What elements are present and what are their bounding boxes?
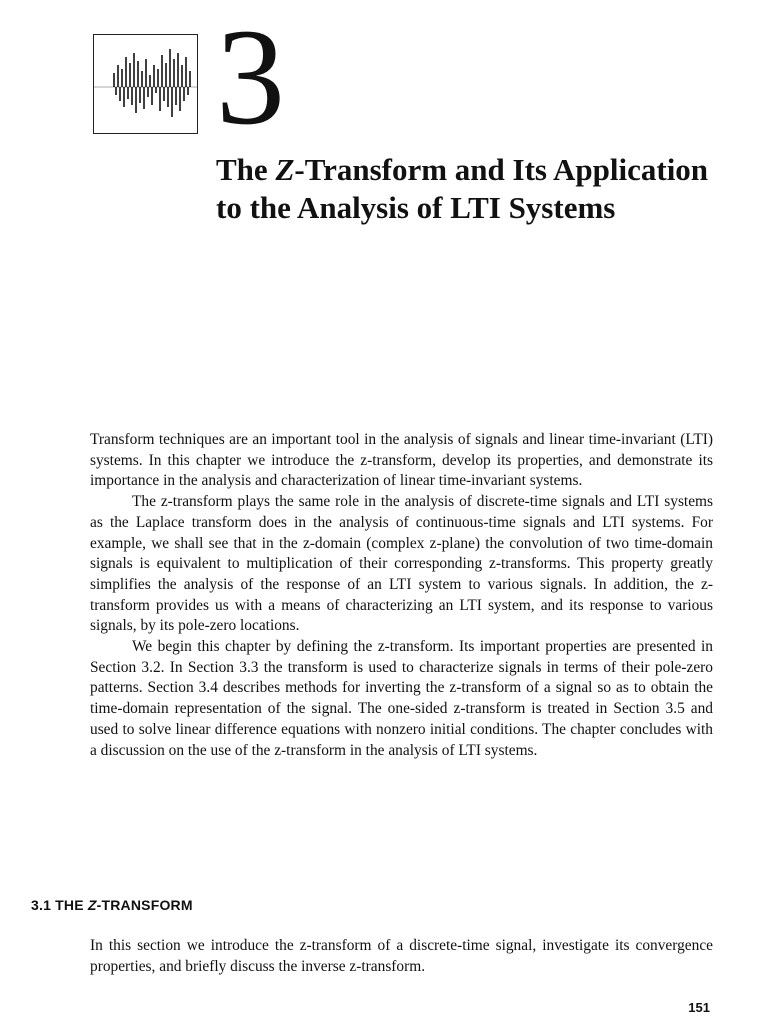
chapter-title <box>216 151 716 227</box>
chapter-number: 3 <box>216 0 285 153</box>
section-heading <box>31 897 193 913</box>
section-intro-paragraph: In this section we introduce the z-transform of a discrete-time signal, investigate its convergence properties, and briefly discuss the inverse z-transform. <box>90 937 713 975</box>
chapter-title-z: Z <box>275 152 295 187</box>
section-title-prefix: THE <box>55 897 88 913</box>
chapter-signal-icon <box>93 34 198 134</box>
section-number: 3.1 <box>31 897 52 913</box>
page-number: 151 <box>688 1000 710 1015</box>
section-title-z: Z <box>87 897 97 913</box>
intro-paragraph: We begin this chapter by defining the z-transform. Its important properties are presented in Section 3.2. In Section 3.3 the transform is used to characterize signals in terms of their pole-zero patterns. Section 3.4 describes methods for inverting the z-transform of a signal so as to obtain the time-domain representation of the signal. The one-sided z-transform is treated in Section 3.5 and used to solve linear difference equations with nonzero initial conditions. The chapter concludes with a discussion on the use of the z-transform in the analysis of LTI systems. <box>90 638 713 759</box>
waveform-icon <box>94 35 198 134</box>
intro-paragraph: Transform techniques are an important tool in the analysis of signals and linear time-invariant (LTI) systems. In this chapter we introduce the z-transform, develop its properties, and demonstrate its importance in the analysis and characterization of linear time-invariant systems. <box>90 431 713 490</box>
intro-paragraph: The z-transform plays the same role in the analysis of discrete-time signals and LTI systems as the Laplace transform does in the analysis of continuous-time signals and LTI systems. For example, we shall see that in the z-domain (complex z-plane) the convolution of two time-domain signals is equivalent to multiplication of their corresponding z-transforms. This property greatly simplifies the analysis of the response of an LTI system to various signals. In addition, the z-transform provides us with a means of characterizing an LTI system, and its response to various signals, by its pole-zero locations. <box>90 493 713 635</box>
chapter-introduction <box>90 430 713 761</box>
section-title-suffix: -TRANSFORM <box>96 897 193 913</box>
chapter-title-part1: The <box>216 152 276 187</box>
chapter-title-part2: -Transform and Its Application to the Analysis of LTI Systems <box>216 152 709 225</box>
